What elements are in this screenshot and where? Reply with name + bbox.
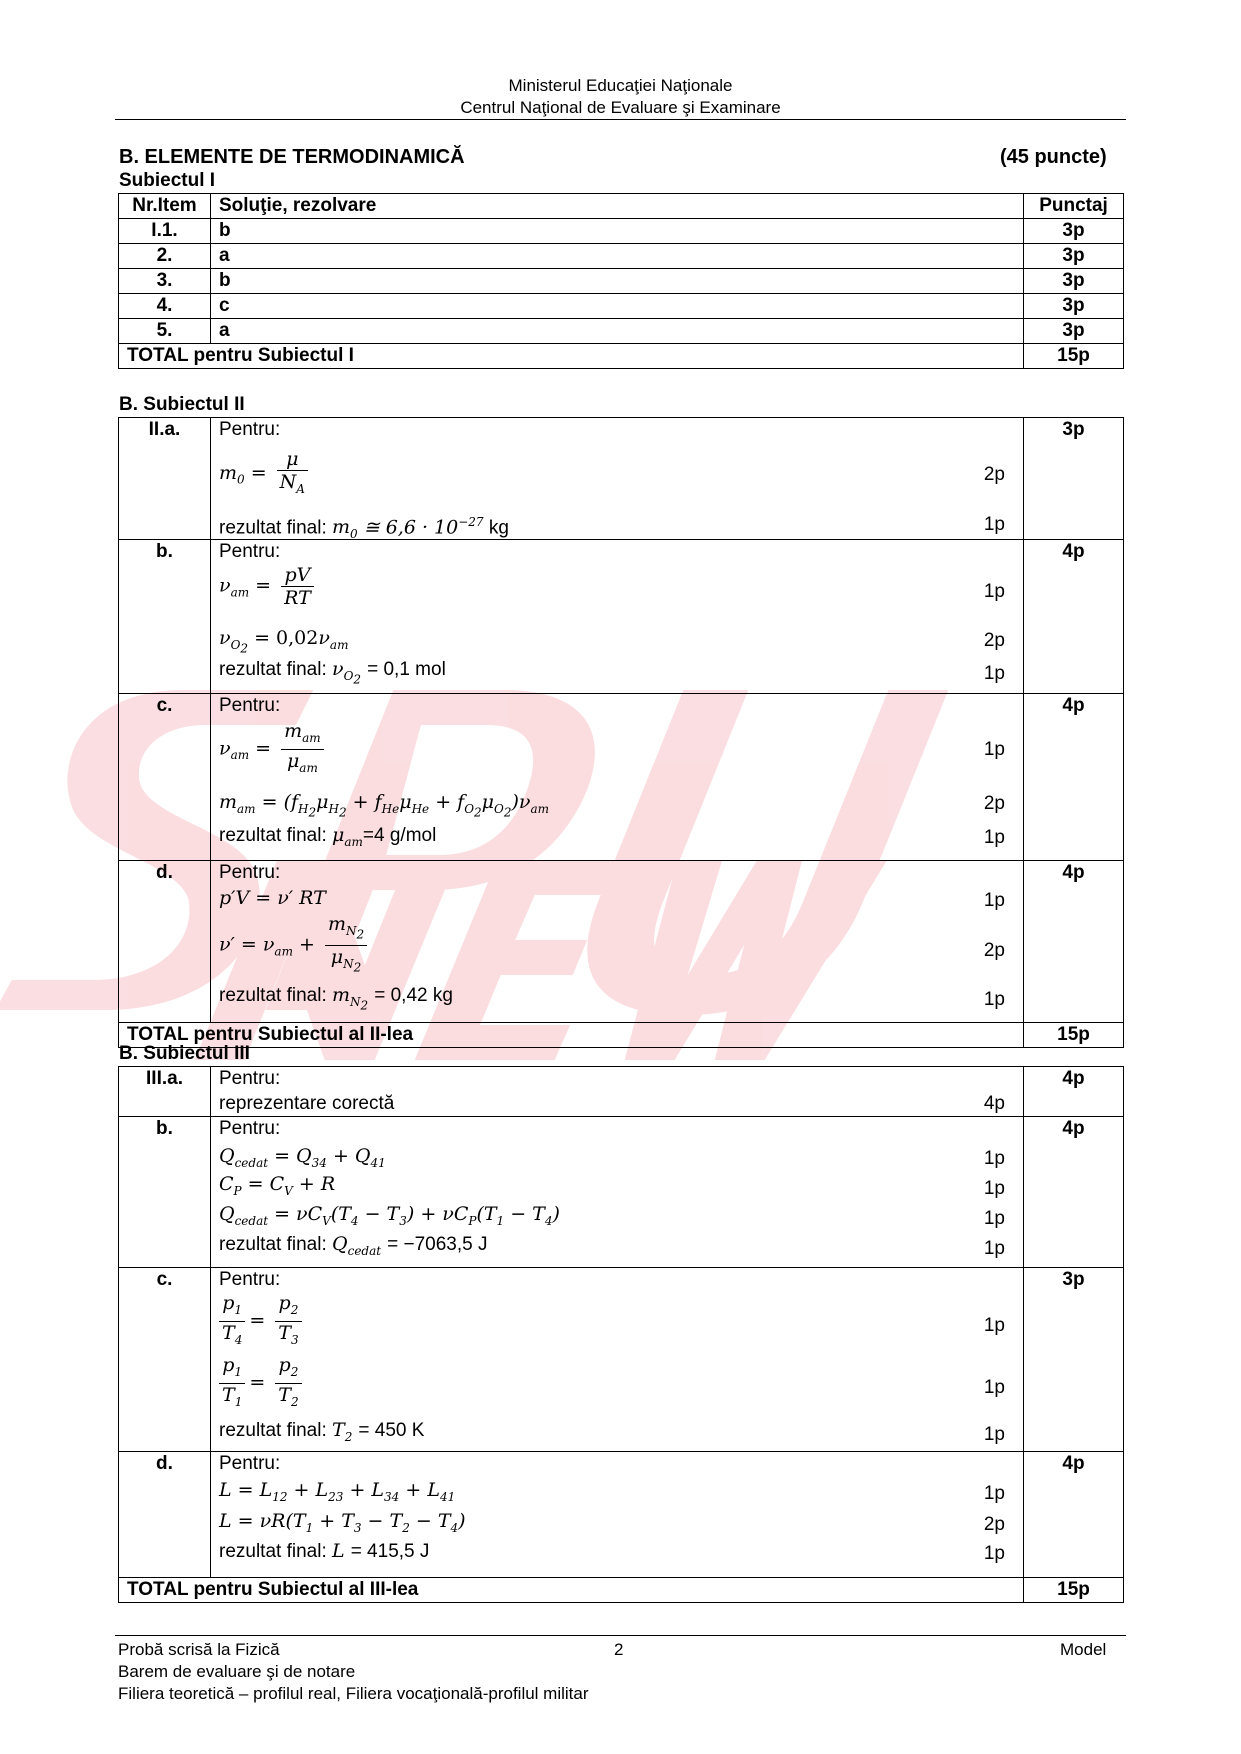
final-label: rezultat final:: [219, 985, 327, 1006]
item-number: d.: [119, 861, 211, 1023]
line-points: 1p: [983, 1483, 1005, 1504]
line-points: 1p: [983, 1208, 1005, 1229]
line-points: 2p: [983, 940, 1005, 961]
formula-l-expanded: $L = \nu R(T_1 + T_3 - T_2 - T_4)$: [219, 1510, 466, 1535]
item-points: 3p: [1024, 319, 1124, 344]
line-points: 1p: [983, 1178, 1005, 1199]
item-points: 3p: [1024, 418, 1124, 540]
footer-divider: [115, 1635, 1126, 1636]
item-answer: a: [211, 244, 1024, 269]
result-value: =4 g/mol: [362, 825, 437, 846]
col-header-item: Nr.Item: [119, 194, 211, 219]
item-points: 4p: [1024, 1452, 1124, 1578]
col-header-points: Punctaj: [1024, 194, 1124, 219]
item-points: 3p: [1024, 219, 1124, 244]
item-number: 2.: [119, 244, 211, 269]
subject2-table: [118, 417, 1124, 1048]
final-label: rezultat final:: [219, 1420, 327, 1441]
line-points: 2p: [983, 630, 1005, 651]
final-result-line: rezultat final: L = 415,5 J: [219, 1540, 430, 1562]
table-row: [119, 694, 1124, 861]
item-points: 4p: [1024, 861, 1124, 1023]
table-row: [119, 1117, 1124, 1268]
table-row: [119, 294, 1124, 319]
formula-p1-t1: $\frac{p_1}{T_1}$ = $\frac{p_2}{T_2}$: [219, 1354, 306, 1413]
total-row: [119, 1578, 1124, 1603]
formula-coefficient: = 0,02: [254, 627, 319, 649]
formula-q-cedat-expanded: $Q_{cedat} = \nu C_V(T_4 - T_3) + \nu C_P(T_1 - T_4)$: [219, 1203, 560, 1228]
item-answer: a: [211, 319, 1024, 344]
table-row: [119, 1268, 1124, 1452]
pentru-label: Pentru:: [219, 695, 281, 716]
total-label: TOTAL pentru Subiectul I: [119, 344, 1024, 369]
final-result-line: rezultat final: $Q_{cedat} = -7063,5$ J: [219, 1233, 488, 1258]
item-number: III.a.: [119, 1067, 211, 1117]
final-result-line: rezultat final: $m_{N_2} = 0,42$ kg: [219, 984, 453, 1013]
footer-filiera: Filiera teoretică – profilul real, Filiera vocaţională-profilul militar: [118, 1684, 589, 1703]
table-row: [119, 244, 1124, 269]
line-points: 2p: [983, 464, 1005, 485]
table-row: [119, 418, 1124, 540]
result-value: = −7063,5 J: [387, 1234, 488, 1255]
total-row: [119, 344, 1124, 369]
table-row: [119, 269, 1124, 294]
item-points: 4p: [1024, 540, 1124, 694]
total-row: [119, 1023, 1124, 1048]
item-points: 3p: [1024, 244, 1124, 269]
table-row: [119, 219, 1124, 244]
formula-pv: p′V = ν′ RT: [219, 887, 326, 909]
formula-nu-prime: $\nu' = \nu_{am}$ + $\frac{m_{N_2}}{\mu_{N_2}}$: [219, 913, 371, 978]
item-number: b.: [119, 1117, 211, 1268]
final-label: rezultat final:: [219, 1234, 327, 1255]
total-points: 15p: [1024, 344, 1124, 369]
final-label: rezultat final:: [219, 825, 327, 846]
item-points: 4p: [1024, 694, 1124, 861]
result-value: = 415,5 J: [350, 1541, 430, 1562]
final-label: rezultat final:: [219, 517, 327, 539]
final-label: rezultat final:: [219, 1541, 327, 1562]
table-row: [119, 319, 1124, 344]
line-points: 1p: [983, 827, 1005, 848]
formula-p1-t4: $\frac{p_1}{T_4}$ = $\frac{p_2}{T_3}$: [219, 1292, 306, 1351]
item-answer: b: [211, 219, 1024, 244]
line-points: 1p: [983, 514, 1005, 535]
line-points: 1p: [983, 989, 1005, 1010]
line-points: 1p: [983, 1148, 1005, 1169]
formula-nu-o2: $\nu_{O_2} = 0,02\nu_{am}$: [219, 627, 349, 656]
formula-m-am: $m_{am} = (f_{H_2}\mu_{H_2} + f_{He}\mu_{He} + f_{O_2}\mu_{O_2})\nu_{am}$: [219, 791, 550, 820]
pentru-label: Pentru:: [219, 1453, 281, 1474]
section-points: (45 puncte): [1000, 146, 1107, 168]
footer-page-number: 2: [614, 1640, 624, 1659]
formula-nu-am-mass: $\nu_{am}$ = $\frac{m_{am}}{\mu_{am}}$: [219, 720, 328, 779]
footer-exam: Probă scrisă la Fizică: [118, 1640, 280, 1659]
item-number: c.: [119, 1268, 211, 1452]
line-points: 1p: [983, 1238, 1005, 1259]
line-points: 4p: [983, 1093, 1005, 1114]
pentru-label: Pentru:: [219, 1068, 281, 1089]
item-number: 4.: [119, 294, 211, 319]
line-points: 1p: [983, 1543, 1005, 1564]
line-points: 1p: [983, 739, 1005, 760]
subject3-label: B. Subiectul III: [119, 1043, 250, 1064]
pentru-label: Pentru:: [219, 419, 281, 440]
result-value: = 450 K: [358, 1420, 425, 1441]
line-points: 1p: [983, 1377, 1005, 1398]
footer-barem: Barem de evaluare şi de notare: [118, 1662, 356, 1681]
formula-q-cedat: $Q_{cedat} = Q_{34} + Q_{41}$: [219, 1145, 386, 1170]
header-line-1: Ministerul Educaţiei Naţionale: [508, 76, 733, 95]
item-number: 5.: [119, 319, 211, 344]
item-number: b.: [119, 540, 211, 694]
item-number: II.a.: [119, 418, 211, 540]
final-result-line: rezultat final: $\mu_{am}=4$ g/mol: [219, 824, 437, 849]
pentru-label: Pentru:: [219, 541, 281, 562]
item-points: 3p: [1024, 269, 1124, 294]
pentru-label: Pentru:: [219, 1118, 281, 1139]
result-unit: kg: [488, 517, 509, 539]
final-result-line: rezultat final: $m_0$ ≅ $6,6 \cdot 10^{-27}$ kg: [219, 515, 509, 542]
item-number: I.1.: [119, 219, 211, 244]
answer-text: reprezentare corectă: [219, 1093, 395, 1114]
item-answer: b: [211, 269, 1024, 294]
footer-model: Model: [1060, 1640, 1107, 1659]
line-points: 2p: [983, 793, 1005, 814]
item-answer: c: [211, 294, 1024, 319]
total-points: 15p: [1024, 1578, 1124, 1603]
subject1-table: [118, 193, 1124, 369]
table-row: [119, 1452, 1124, 1578]
item-points: 4p: [1024, 1117, 1124, 1268]
formula-cp: $C_P = C_V + R$: [219, 1173, 336, 1198]
pentru-label: Pentru:: [219, 1269, 281, 1290]
formula-nu-am: $\nu_{am}$ = $\frac{pV}{RT}$: [219, 564, 318, 609]
total-label: TOTAL pentru Subiectul al III-lea: [119, 1578, 1024, 1603]
result-value: = 0,42 kg: [374, 985, 453, 1006]
line-points: 1p: [983, 1315, 1005, 1336]
header-line-2: Centrul Naţional de Evaluare şi Examinare: [460, 98, 781, 117]
table-row: [119, 1067, 1124, 1117]
header-divider: [115, 119, 1126, 120]
pentru-label: Pentru:: [219, 862, 281, 883]
result-exponent: −27: [458, 515, 484, 529]
item-points: 3p: [1024, 294, 1124, 319]
col-header-solution: Soluţie, rezolvare: [211, 194, 1024, 219]
item-number: d.: [119, 1452, 211, 1578]
final-result-line: rezultat final: $\nu_{O_2} = 0,1$ mol: [219, 658, 446, 687]
line-points: 1p: [983, 1424, 1005, 1445]
item-points: 3p: [1024, 1268, 1124, 1452]
item-number: 3.: [119, 269, 211, 294]
total-points: 15p: [1024, 1023, 1124, 1048]
subject1-label: Subiectul I: [119, 170, 216, 191]
subject2-label: B. Subiectul II: [119, 394, 245, 415]
item-number: c.: [119, 694, 211, 861]
line-points: 2p: [983, 1514, 1005, 1535]
line-points: 1p: [983, 890, 1005, 911]
total-label: TOTAL pentru Subiectul al II-lea: [119, 1023, 1024, 1048]
table-row: [119, 861, 1124, 1023]
item-points: 4p: [1024, 1067, 1124, 1117]
table-header-row: [119, 194, 1124, 219]
section-title: B. ELEMENTE DE TERMODINAMICĂ: [119, 146, 465, 168]
subject3-table: [118, 1066, 1124, 1603]
final-result-line: rezultat final: $T_2 = 450$ K: [219, 1419, 425, 1444]
result-value: = 0,1 mol: [367, 659, 446, 680]
line-points: 1p: [983, 663, 1005, 684]
line-points: 1p: [983, 581, 1005, 602]
formula-l-sum: $L = L_{12} + L_{23} + L_{34} + L_{41}$: [219, 1479, 456, 1504]
table-row: [119, 540, 1124, 694]
result-value: ≅ 6,6 · 10: [363, 516, 459, 539]
final-label: rezultat final:: [219, 659, 327, 680]
formula-m0: $m_0$ = $\frac{\mu}{N_A}$: [219, 448, 312, 500]
